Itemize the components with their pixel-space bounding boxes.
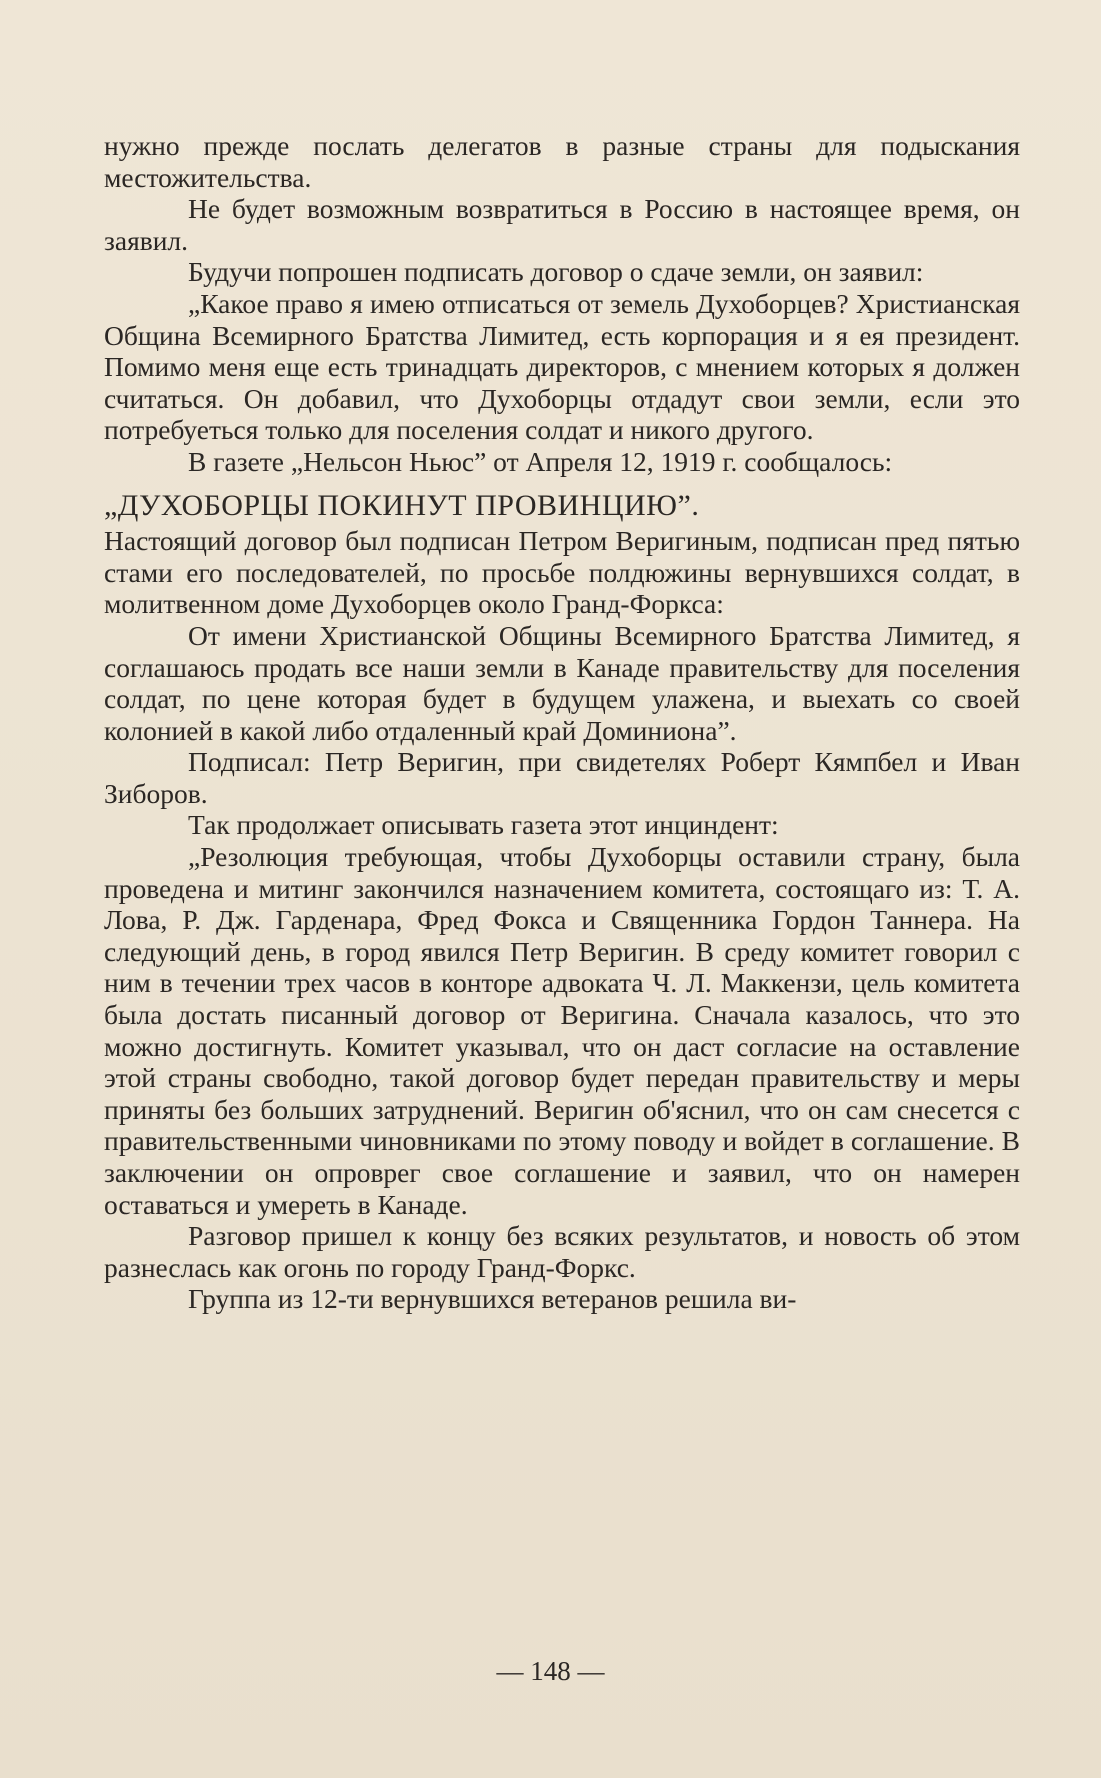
page-number: — 148 — <box>496 1656 605 1686</box>
paragraph: Не будет возможным возвратиться в Россию в настоящее время, он заявил. <box>104 193 1020 256</box>
paragraph: Разговор пришел к концу без всяких результатов, и новость об этом разнеслась как огонь по городу Гранд-Форкс. <box>104 1220 1020 1283</box>
paragraph: Так продолжает описывать газета этот инциндент: <box>188 809 779 841</box>
paragraph: „Резолюция требующая, чтобы Духоборцы оставили страну, была проведена и митинг закончился назначением комитета, состоящаго из: Т. А. Лова, Р. Дж. Гарденара, Фред Фокса и Священника Гордон Таннера. На следующий день, в город явился Петр Веригин. В среду комитет говорил с ним в течении трех часов в конторе адвоката Ч. Л. Маккензи, цель комитета была достать писанный договор от Веригина. Сначала казалось, что это можно достигнуть. Комитет указывал, что он даст согласие на оставление этой страны свободно, такой договор будет передан правительству и меры приняты без больших затруднений. Веригин об'яснил, что он сам снесется с правительственными чиновниками по этому поводу и войдет в соглашение. В заключении он опроврег свое соглашение и заявил, что он намерен оставаться и умереть в Канаде. <box>104 841 1020 1220</box>
paragraph: Настоящий договор был подписан Петром Веригиным, подписан пред пятью стами его последователей, по просьбе полдюжины вернувшихся солдат, в молитвенном доме Духоборцев около Гранд-Форкса: <box>104 525 1020 620</box>
page-body <box>104 130 1020 1315</box>
paragraph: Подписал: Петр Веригин, при свидетелях Роберт Кямпбел и Иван Зиборов. <box>104 746 1020 809</box>
paragraph: нужно прежде послать делегатов в разные страны для подыскания местожительства. <box>104 130 1020 193</box>
paragraph: Будучи попрошен подписать договор о сдаче земли, он заявил: <box>188 256 924 288</box>
paragraph: „Какое право я имею отписаться от земель Духоборцев? Христианская Община Всемирного Братства Лимитед, есть корпорация и я ея президент. Помимо меня еще есть тринадцать директоров, с мнением которых я должен считаться. Он добавил, что Духоборцы отдадут свои земли, если это потребуеться только для поселения солдат и никого другого. <box>104 287 1020 446</box>
paragraph: Группа из 12-ти вернувшихся ветеранов решила ви- <box>188 1283 797 1315</box>
section-heading: „ДУХОБОРЦЫ ПОКИНУТ ПРОВИНЦИЮ”. <box>104 488 700 522</box>
paragraph: От имени Христианской Общины Всемирного Братства Лимитед, я соглашаюсь продать все наши земли в Канаде правительству для поселения солдат, по цене которая будет в будущем улажена, и выехать со своей колонией в какой либо отдаленный край Доминиона”. <box>104 619 1020 746</box>
paragraph: В газете „Нельсон Ньюс” от Апреля 12, 1919 г. сообщалось: <box>188 445 893 477</box>
